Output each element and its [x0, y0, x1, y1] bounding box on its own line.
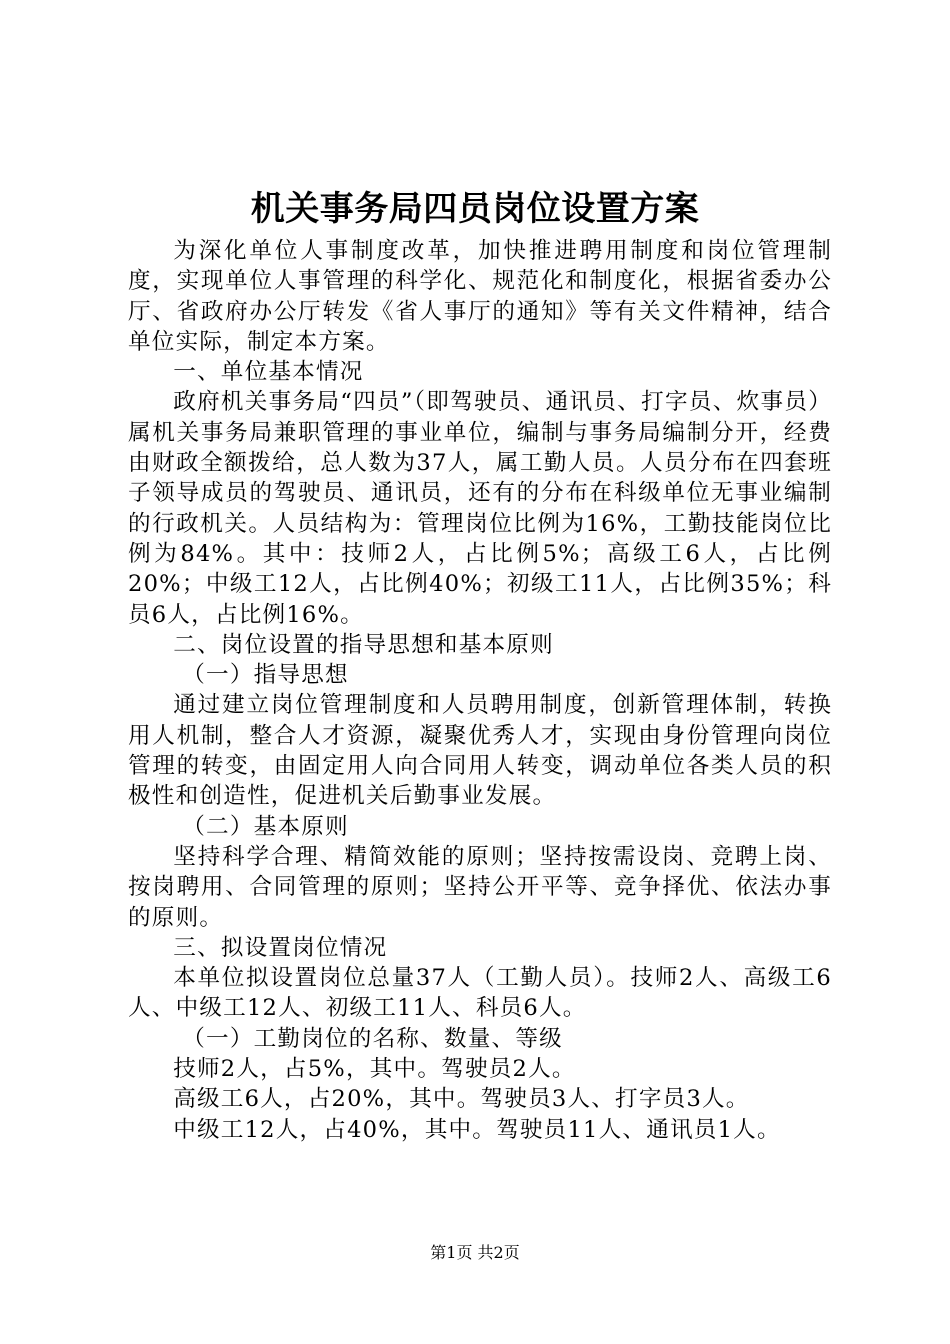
section-3-paragraph: 本单位拟设置岗位总量37人（工勤人员）。技师2人、高级工6人、中级工12人、初级工11人、科员6人。 [128, 965, 832, 1022]
guiding-paragraph: 通过建立岗位管理制度和人员聘用制度，创新管理体制，转换用人机制，整合人才资源，凝聚优秀人才，实现由身份管理向岗位管理的转变，由固定用人向合同用人转变，调动单位各类人员的积极性和创造性，促进机关后勤事业发展。 [128, 692, 832, 810]
section-heading-3: 三、拟设置岗位情况 [173, 934, 388, 961]
intro-paragraph: 为深化单位人事制度改革，加快推进聘用制度和岗位管理制度，实现单位人事管理的科学化、规范化和制度化，根据省委办公厅、省政府办公厅转发《省人事厅的通知》等有关文件精神，结合单位实际，制定本方案。 [128, 238, 832, 355]
technician-line: 技师2人，占5%，其中。驾驶员2人。 [173, 1056, 576, 1083]
page-footer: 第1页 共2页 [430, 1243, 520, 1262]
document-body [128, 236, 832, 1145]
senior-worker-line: 高级工6人，占20%，其中。驾驶员3人、打字员3人。 [173, 1086, 750, 1113]
subsection-heading-principles: （二）基本原则 [182, 813, 349, 840]
section-heading-2: 二、岗位设置的指导思想和基本原则 [173, 631, 554, 658]
principles-paragraph: 坚持科学合理、精简效能的原则；坚持按需设岗、竞聘上岗、按岗聘用、合同管理的原则；坚持公开平等、竞争择优、依法办事的原则。 [128, 843, 832, 931]
document-title: 机关事务局四员岗位设置方案 [250, 189, 700, 229]
intermediate-worker-line: 中级工12人，占40%，其中。驾驶员11人、通讯员1人。 [173, 1116, 781, 1143]
subsection-heading-guiding: （一）指导思想 [182, 662, 349, 689]
section-heading-1: 一、单位基本情况 [173, 359, 364, 386]
subsection-heading-positions: （一）工勤岗位的名称、数量、等级 [182, 1025, 563, 1052]
section-1-paragraph: 政府机关事务局“四员”（即驾驶员、通讯员、打字员、炊事员）属机关事务局兼职管理的事业单位，编制与事务局编制分开，经费由财政全额拨给，总人数为37人，属工勤人员。人员分布在四套班子领导成员的驾驶员、通讯员，还有的分布在科级单位无事业编制的行政机关。人员结构为：管理岗位比例为16%，工勤技能岗位比例为84%。其中：技师2人，占比例5%；高级工6人，占比例20%；中级工12人，占比例40%；初级工11人，占比例35%；科员6人，占比例16%。 [128, 389, 832, 628]
